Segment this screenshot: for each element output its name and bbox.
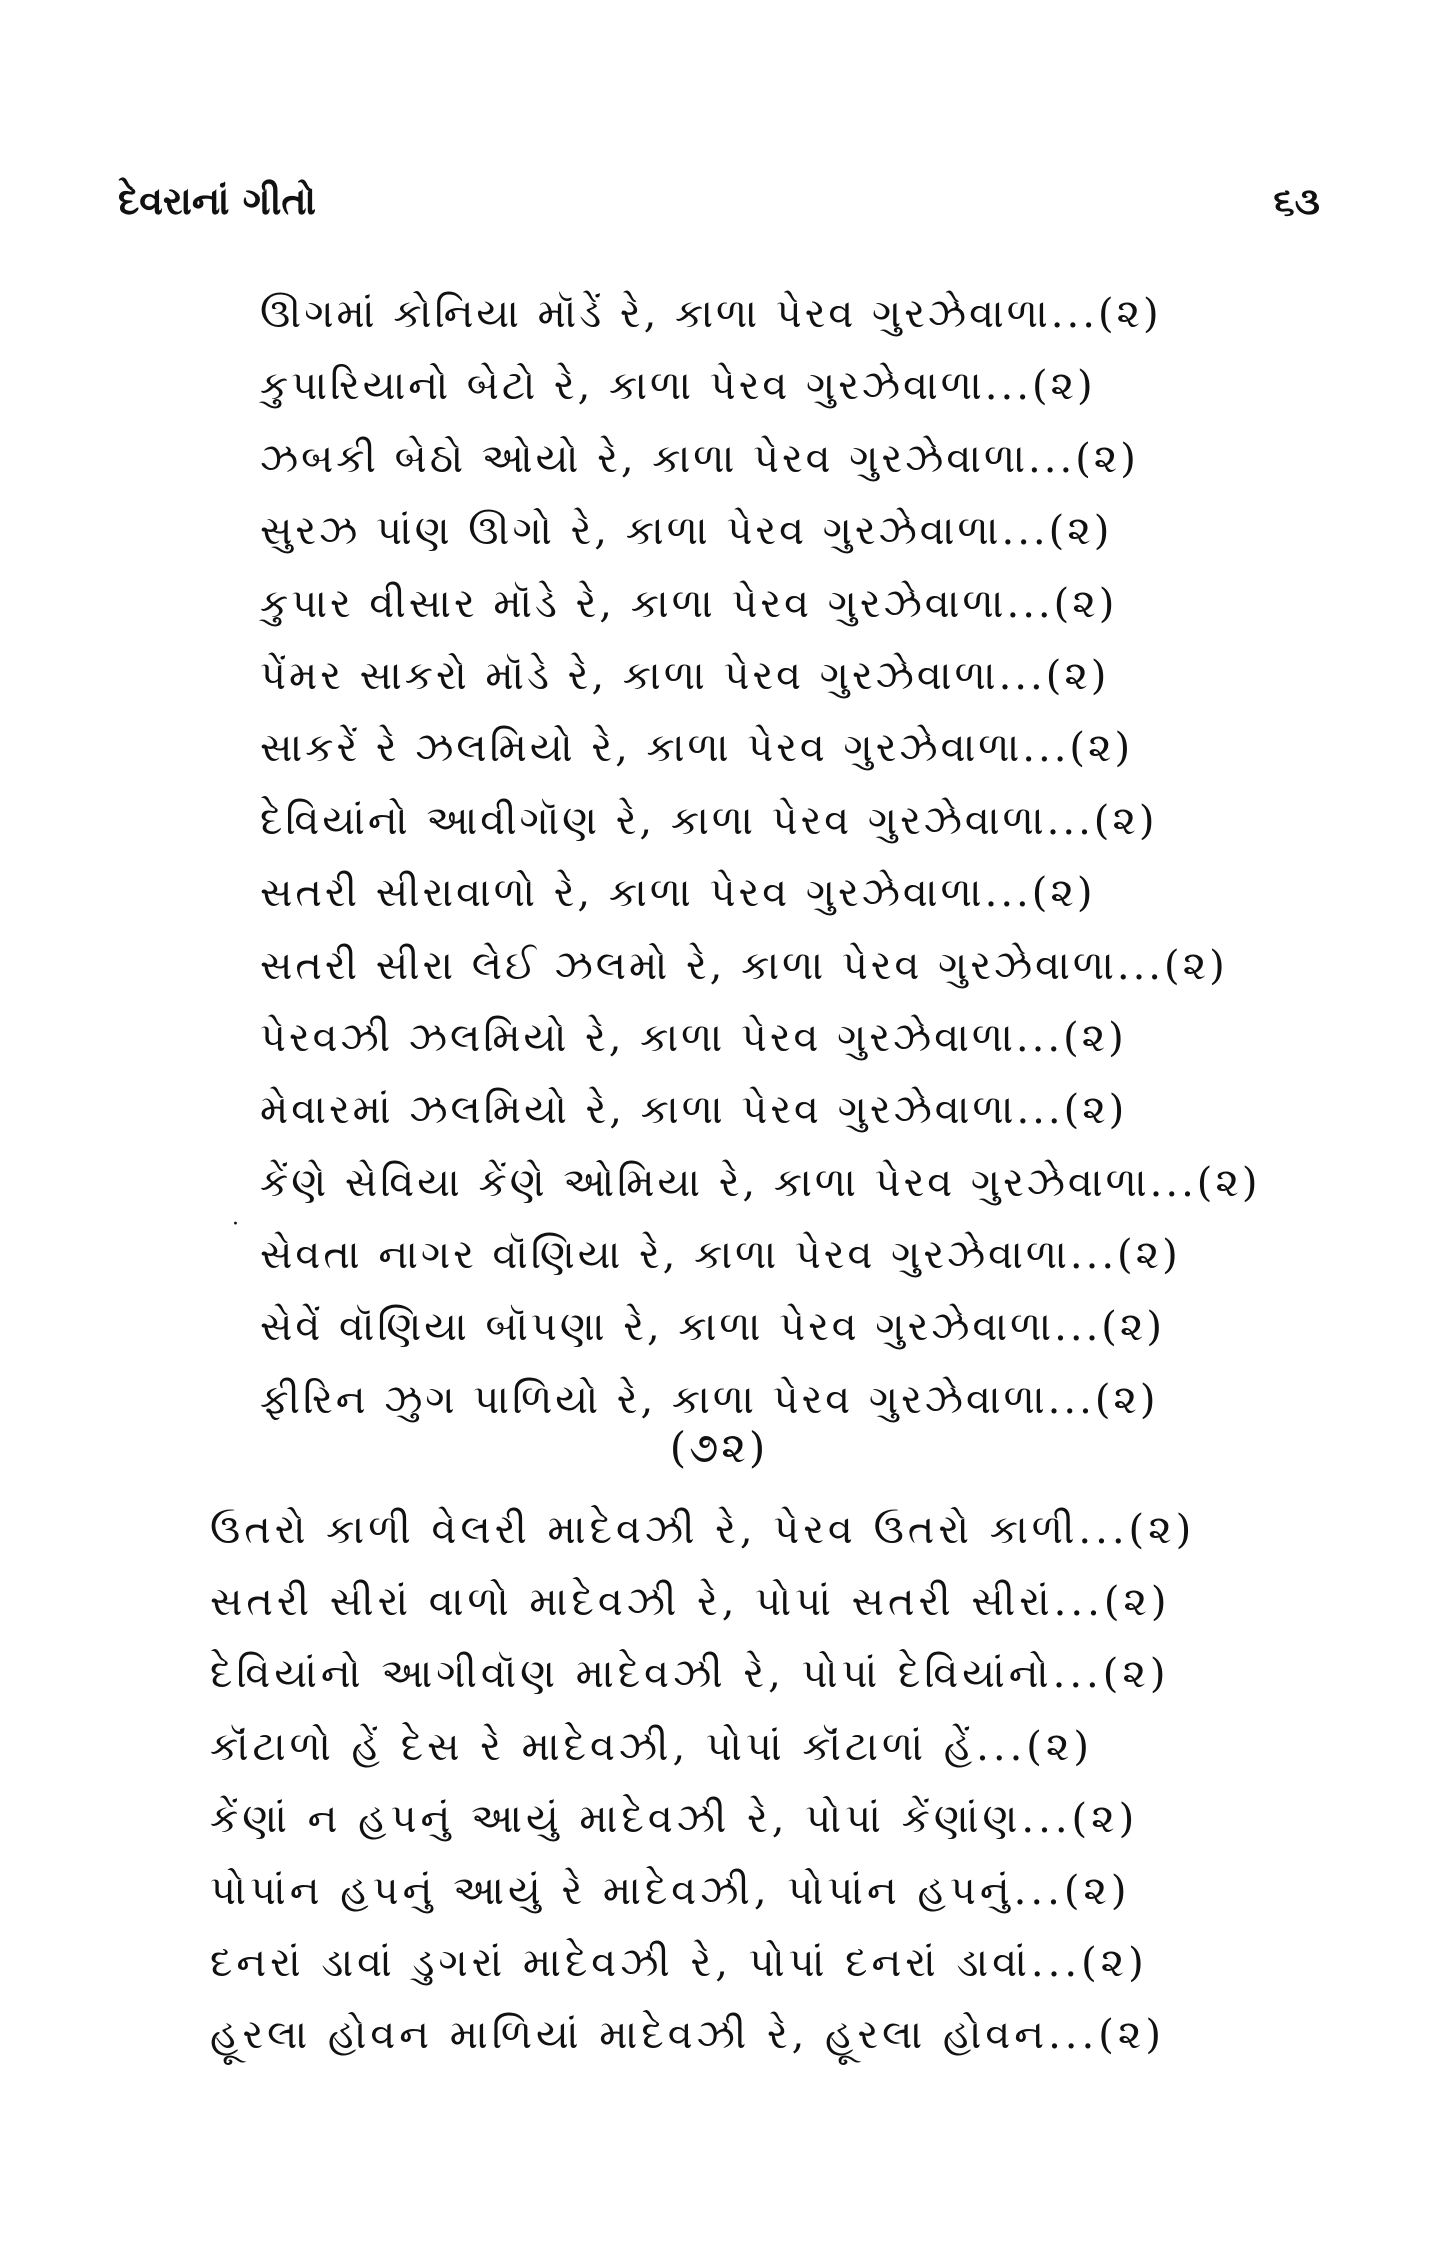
verse-line: સેવતા નાગર વૉણિયા રે, કાળા પેરવ ગુરઝેવાળા...(૨) bbox=[260, 1232, 1181, 1279]
verse-line: કેંણાં ન હપનું આયું માદેવઝી રે, પોપાં કેંણાંણ...(૨) bbox=[210, 1795, 1139, 1842]
verse-line: સતરી સીરાવાળો રે, કાળા પેરવ ગુરઝેવાળા...(૨) bbox=[260, 870, 1096, 917]
verse-line: ઊગમાં કોનિયા મૉડેં રે, કાળા પેરવ ગુરઝેવાળા...(૨) bbox=[260, 291, 1162, 337]
verse-block-2 bbox=[0, 1494, 1438, 2072]
verse-line: કૉંટાળો હેં દેસ રે માદેવઝી, પોપાં કૉંટાળાં હેં...(૨) bbox=[210, 1723, 1093, 1770]
verse-line: સુરઝ પાંણ ઊગો રે, કાળા પેરવ ગુરઝેવાળા...(૨) bbox=[260, 508, 1113, 555]
verse-line: કુપારિયાનો બેટો રે, કાળા પેરવ ગુરઝેવાળા...(૨) bbox=[260, 363, 1096, 410]
verse-line: દનરાં ડાવાં ડુગરાં માદેવઝી રે, પોપાં દનરાં ડાવાં...(૨) bbox=[210, 1940, 1148, 1987]
verse-line: પોપાંન હપનું આયું રે માદેવઝી, પોપાંન હપનું...(૨) bbox=[210, 1867, 1131, 1914]
verse-line: દેવિયાંનો આવીગૉણ રે, કાળા પેરવ ગુરઝેવાળા...(૨) bbox=[260, 797, 1158, 844]
verse-line: સતરી સીરાં વાળો માદેવઝી રે, પોપાં સતરી સીરાં...(૨) bbox=[210, 1579, 1171, 1626]
verse-line: ઝબકી બેઠો ઓયો રે, કાળા પેરવ ગુરઝેવાળા...(૨) bbox=[260, 435, 1139, 482]
verse-line: સતરી સીરા લેઈ ઝલમો રે, કાળા પેરવ ગુરઝેવાળા...(૨) bbox=[260, 942, 1228, 989]
verse-line: પેરવઝી ઝલમિયો રે, કાળા પેરવ ગુરઝેવાળા...(૨) bbox=[260, 1014, 1127, 1061]
stray-dot-mark: · bbox=[232, 1212, 239, 1237]
verse-block-1 bbox=[0, 278, 1438, 1436]
running-header-title: દેવરાનાં ગીતો bbox=[118, 178, 317, 223]
verse-line: સેવેં વૉણિયા બૉપણા રે, કાળા પેરવ ગુરઝેવાળા...(૨) bbox=[260, 1304, 1165, 1351]
song-number-heading: (૭૨) bbox=[669, 1423, 769, 1472]
verse-line: કુપાર વીસાર મૉડે રે, કાળા પેરવ ગુરઝેવાળા...(૨) bbox=[260, 580, 1118, 627]
verse-line: દેવિયાંનો આગીવૉણ માદેવઝી રે, પોપાં દેવિયાંનો...(૨) bbox=[210, 1651, 1170, 1698]
verse-line: મેવારમાં ઝલમિયો રે, કાળા પેરવ ગુરઝેવાળા...(૨) bbox=[260, 1087, 1128, 1134]
verse-line: ફીરિન ઝુગ પાળિયો રે, કાળા પેરવ ગુરઝેવાળા...(૨) bbox=[260, 1376, 1159, 1423]
verse-line: સાકરેં રે ઝલમિયો રે, કાળા પેરવ ગુરઝેવાળા...(૨) bbox=[260, 725, 1134, 772]
page-number: ૬૩ bbox=[1273, 178, 1320, 223]
verse-line: કેંણે સેવિયા કેંણે ઓમિયા રે, કાળા પેરવ ગુરઝેવાળા...(૨) bbox=[260, 1159, 1261, 1206]
verse-line: ઉતરો કાળી વેલરી માદેવઝી રે, પેરવ ઉતરો કાળી...(૨) bbox=[210, 1507, 1196, 1553]
verse-line: હૂરલા હોવન માળિયાં માદેવઝી રે, હૂરલા હોવન...(૨) bbox=[210, 2012, 1165, 2059]
verse-line: પેંમર સાકરો મૉડે રે, કાળા પેરવ ગુરઝેવાળા...(૨) bbox=[260, 652, 1110, 699]
